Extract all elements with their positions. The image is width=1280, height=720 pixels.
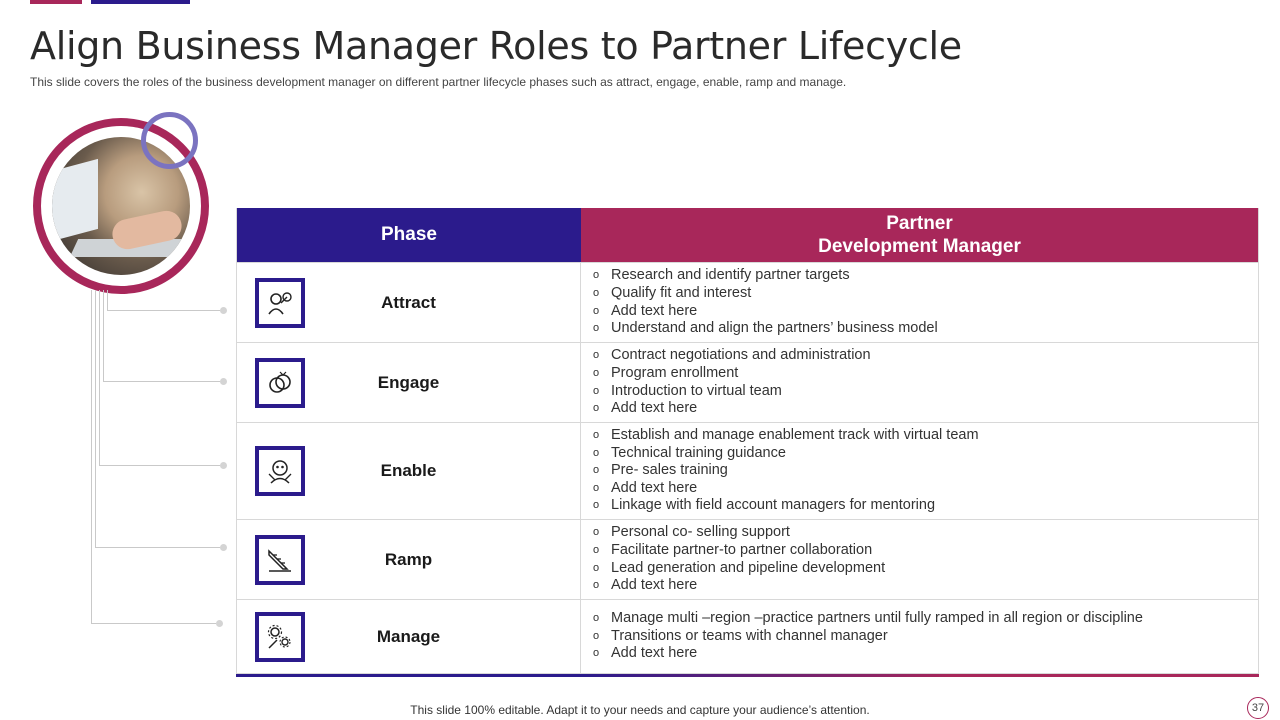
connector-dot-ramp [220, 544, 227, 551]
bullet: o [593, 464, 600, 477]
phase-cell [237, 520, 581, 599]
slide-subtitle: This slide covers the roles of the business development manager on different partner lifecycle phases such as attract, engage, enable, ramp and manage. [30, 75, 847, 89]
list-item [593, 497, 1246, 515]
list-item [593, 365, 1246, 383]
list-item-text: Program enrollment [611, 364, 739, 381]
table-row-manage [237, 599, 1258, 673]
connector-line-manage [91, 290, 216, 624]
bullet: o [593, 402, 600, 415]
list-item-text: Add text here [611, 645, 698, 662]
list-item [593, 542, 1246, 560]
bullet: o [593, 384, 600, 397]
phase-label: Enable [380, 461, 437, 480]
items-cell [581, 263, 1258, 342]
list-item [593, 610, 1246, 628]
list-item [593, 320, 1246, 338]
header-pdm-line2: Development Manager [818, 236, 1021, 257]
bullet: o [593, 526, 600, 539]
list-item-text: Introduction to virtual team [611, 382, 782, 399]
phase-label: Attract [381, 292, 436, 312]
header-pdm-line1: Partner [886, 213, 953, 234]
bullet: o [593, 647, 600, 660]
list-item [593, 462, 1246, 480]
items-cell [581, 423, 1258, 519]
bullet: o [593, 561, 600, 574]
header-phase: Phase [237, 208, 581, 262]
connector-dot-manage [216, 620, 223, 627]
list-item-text: Establish and manage enablement track with virtual team [611, 427, 979, 444]
list-item-text: Linkage with field account managers for mentoring [611, 497, 936, 514]
list-item-text: Personal co- selling support [611, 524, 790, 541]
phase-label: Manage [376, 626, 441, 646]
items-cell [581, 343, 1258, 422]
roles-table [236, 208, 1259, 674]
list-item [593, 285, 1246, 303]
list-item-text: Pre- sales training [611, 462, 728, 479]
list-item-text: Lead generation and pipeline development [611, 559, 886, 576]
bullet: o [593, 446, 600, 459]
bullet: o [593, 349, 600, 362]
list-item [593, 347, 1246, 365]
top-accent-magenta [30, 0, 82, 4]
bullet: o [593, 612, 600, 625]
list-item [593, 645, 1246, 663]
list-item-text: Understand and align the partners’ business model [611, 320, 938, 337]
list-item [593, 400, 1246, 418]
phase-cell [237, 600, 581, 673]
table-row-attract [237, 262, 1258, 342]
phase-cell [237, 263, 581, 342]
list-item [593, 383, 1246, 401]
bullet: o [593, 579, 600, 592]
phase-cell [237, 343, 581, 422]
bullet: o [593, 304, 600, 317]
gears-tools-icon [255, 612, 305, 662]
table-row-enable [237, 422, 1258, 519]
list-item-text: Contract negotiations and administration [611, 347, 871, 364]
list-item [593, 560, 1246, 578]
list-item-text: Facilitate partner-to partner collaboration [611, 541, 873, 558]
list-item [593, 267, 1246, 285]
phase-cell [237, 423, 581, 519]
connector-dot-engage [220, 378, 227, 385]
list-item [593, 445, 1246, 463]
phase-label: Ramp [384, 549, 433, 569]
list-item [593, 303, 1246, 321]
list-item-text: Add text here [611, 400, 698, 417]
bullet: o [593, 366, 600, 379]
bullet: o [593, 269, 600, 282]
list-item-text: Add text here [611, 577, 698, 594]
items-cell [581, 520, 1258, 599]
bullet: o [593, 543, 600, 556]
team-support-icon [255, 446, 305, 496]
list-item [593, 524, 1246, 542]
bullet: o [593, 322, 600, 335]
list-item-text: Technical training guidance [611, 444, 786, 461]
phase-label: Engage [377, 372, 440, 392]
table-bottom-gradient-line [236, 674, 1259, 677]
list-item-text: Add text here [611, 479, 698, 496]
bullet: o [593, 286, 600, 299]
connector-dot-attract [220, 307, 227, 314]
list-item [593, 427, 1246, 445]
decorative-circle [141, 112, 198, 169]
list-item [593, 480, 1246, 498]
list-item-text: Manage multi –region –practice partners until fully ramped in all region or discipline [611, 610, 1143, 627]
items-cell [581, 600, 1258, 673]
table-header [237, 208, 1258, 262]
connector-dot-enable [220, 462, 227, 469]
list-item-text: Qualify fit and interest [611, 284, 752, 301]
table-row-engage [237, 342, 1258, 422]
person-target-icon [255, 278, 305, 328]
bullet: o [593, 481, 600, 494]
list-item [593, 628, 1246, 646]
top-accent-blue [91, 0, 190, 4]
page-number: 37 [1247, 697, 1269, 719]
list-item-text: Transitions or teams with channel manager [611, 627, 888, 644]
bullet: o [593, 499, 600, 512]
list-item-text: Add text here [611, 302, 698, 319]
ramp-stairs-icon [255, 535, 305, 585]
rings-icon [255, 358, 305, 408]
table-row-ramp [237, 519, 1258, 599]
list-item-text: Research and identify partner targets [611, 267, 850, 284]
slide-footer: This slide 100% editable. Adapt it to your needs and capture your audience’s attention. [410, 703, 870, 717]
list-item [593, 577, 1246, 595]
header-partner-development-manager [581, 208, 1258, 262]
bullet: o [593, 629, 600, 642]
slide-title: Align Business Manager Roles to Partner Lifecycle [30, 24, 962, 68]
bullet: o [593, 429, 600, 442]
